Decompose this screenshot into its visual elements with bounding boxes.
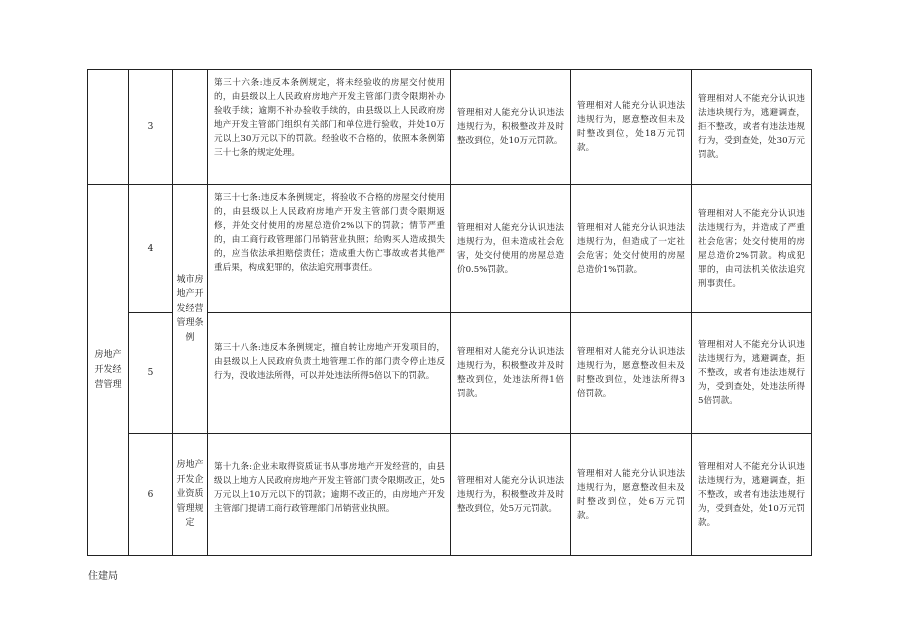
level-1-cell: 管理相对人能充分认识违法违规行为，积极整改并及时整改到位，处10万元罚款。 xyxy=(451,70,571,185)
clause-text-37 xyxy=(208,185,451,313)
level-3-cell: 管理相对人不能充分认识违法违规行为，逃避调查，拒不整改，或者有违法违规行为，受到查处，处10万元罚款。 xyxy=(692,434,812,556)
law-cell-empty xyxy=(173,70,208,185)
row-number-3: 3 xyxy=(129,70,173,185)
law-name-cell-a: 城市房地产开发经营管理条例 xyxy=(173,185,208,434)
table-row-4 xyxy=(88,185,812,313)
penalty-discretion-table xyxy=(87,69,812,556)
level-3-cell: 管理相对人不能充分认识违法违块规行为，逃避调查，拒不整改，或者有违法违规行为，受到查处，处30万元罚款。 xyxy=(692,70,812,185)
clause-text-19 xyxy=(208,434,451,556)
level-2-cell: 管理相对人能充分认识违法违规行为，愿意整改但未及时整改到位，处18万元罚款。 xyxy=(571,70,692,185)
level-1-cell: 管理相对人能充分认识违法违规行为，积极整改并及时整改到位，处5万元罚款。 xyxy=(451,434,571,556)
clause-text-36 xyxy=(208,70,451,185)
table-row-3 xyxy=(88,70,812,185)
table-row-6 xyxy=(88,434,812,556)
level-3-cell: 管理相对人不能充分认识违法违规行为，逃避调查，拒不整改，或者有违法违规行为，受到查处，处违法所得5倍罚款。 xyxy=(692,313,812,434)
level-1-cell: 管理相对人能充分认识违法违规行为，但未造成社会危害，处交付使用的房屋总造价0.5%罚款。 xyxy=(451,185,571,313)
clause-text-19-content: 第十九条:企业未取得资质证书从事房地产开发经营的，由县级以上地方人民政府房地产开发主管部门责令限期改正，处5万元以上10万元以下的罚款；逾期不改正的，由房地产开发主管部门提请工商行政管理部门吊销营业执照。 xyxy=(214,462,445,514)
law-name-cell-b: 房地产开发企业资质管理规定 xyxy=(173,434,208,556)
row-number-5: 5 xyxy=(129,313,173,434)
row-number-4: 4 xyxy=(129,185,173,313)
row-number-6: 6 xyxy=(129,434,173,556)
level-2-cell: 管理相对人能充分认识违法违规行为，愿意整改但未及时整改到位，处6万元罚款。 xyxy=(571,434,692,556)
clause-text-36-content: 第三十六条:违反本条例规定，将未经验收的房屋交付使用的，由县级以上人民政府房地产开发主管部门责令限期补办验收手续；逾期不补办验收手续的，由县级以上人民政府房地产开发主管部门组织有关部门和单位进行验收，并处10万元以上30万元以下的罚款。经验收不合格的，依照本条例第三十七条的规定处理。 xyxy=(214,78,445,158)
department-footer: 住建局 xyxy=(88,571,118,582)
clause-text-38-content: 第三十八条:违反本条例规定，擅自转让房地产开发项目的，由县级以上人民政府负责土地管理工作的部门责令停止违反行为，没收违法所得，可以并处违法所得5倍以下的罚款。 xyxy=(214,343,445,381)
level-3-cell: 管理相对人不能充分认识违法违规行为，并造成了严重社会危害；处交付使用的房屋总造价2%罚款。构成犯罪的，由司法机关依法追究刑事责任。 xyxy=(692,185,812,313)
level-2-cell: 管理相对人能充分认识违法违规行为，愿意整改但未及时整改到位，处违法所得3倍罚款。 xyxy=(571,313,692,434)
category-cell: 房地产开发经营管理 xyxy=(88,185,129,556)
level-1-cell: 管理相对人能充分认识违法违规行为，积极整改并及时整改到位，处违法所得1倍罚款。 xyxy=(451,313,571,434)
category-cell-empty xyxy=(88,70,129,185)
clause-text-37-content: 第三十七条:违反本条例规定，将验收不合格的房屋交付使用的，由县级以上人民政府房地产开发主管部门责令限期返修，并处交付使用的房屋总造价2%以下的罚款；情节严重的，由工商行政管理部门吊销营业执照；给购买人造成损失的，应当依法承担赔偿责任；造成重大伤亡事故或者其他严重后果，构成犯罪的，依法追究刑事责任。 xyxy=(214,193,445,273)
level-2-cell: 管理相对人能充分认识违法违规行为，但造成了一定社会危害；处交付使用的房屋总造价1%罚款。 xyxy=(571,185,692,313)
clause-text-38 xyxy=(208,313,451,434)
